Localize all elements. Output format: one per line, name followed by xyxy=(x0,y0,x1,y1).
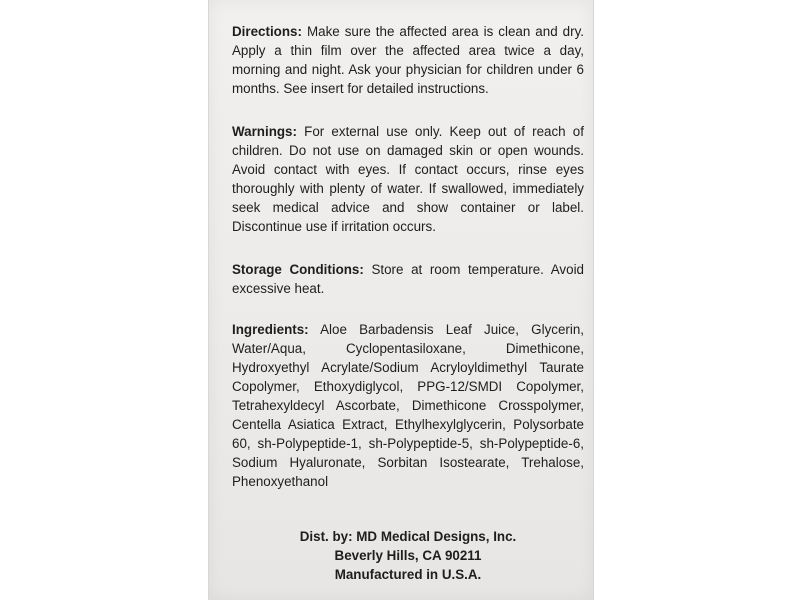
distributor-line-2: Beverly Hills, CA 90211 xyxy=(334,548,482,563)
label-text-block xyxy=(232,22,584,515)
directions-heading: Directions: xyxy=(232,24,302,39)
storage-section xyxy=(232,260,584,298)
distributor-block xyxy=(232,527,584,584)
directions-text: Make sure the affected area is clean and dry. Apply a thin film over the affected area twice a day, morning and night. Ask your physician for children under 6 months. See insert for detailed instructions. xyxy=(232,24,584,96)
warnings-heading: Warnings: xyxy=(232,124,297,139)
storage-text: Store at room temperature. Avoid excessive heat. xyxy=(232,262,584,296)
ingredients-heading: Ingredients: xyxy=(232,322,309,337)
storage-heading: Storage Conditions: xyxy=(232,262,364,277)
ingredients-section xyxy=(232,320,584,491)
directions-section xyxy=(232,22,584,98)
warnings-text: For external use only. Keep out of reach of children. Do not use on damaged skin or open wounds. Avoid contact with eyes. If contact occurs, rinse eyes thoroughly with plenty of water. If swallowed, immediately seek medical advice and show container or label. Discontinue use if irritation occurs. xyxy=(232,124,584,234)
warnings-section xyxy=(232,122,584,236)
ingredients-text: Aloe Barbadensis Leaf Juice, Glycerin, Water/Aqua, Cyclopentasiloxane, Dimethicone, Hydroxyethyl Acrylate/Sodium Acryloyldimethyl Taurate Copolymer, Ethoxydiglycol, PPG-12/SMDI Copolymer, Tetrahexyldecyl Ascorbate, Dimethicone Crosspolymer, Centella Asiatica Extract, Ethylhexylglycerin, Polysorbate 60, sh-Polypeptide-1, sh-Polypeptide-5, sh-Polypeptide-6, Sodium Hyaluronate, Sorbitan Isostearate, Trehalose, Phenoxyethanol xyxy=(232,322,585,489)
distributor-line-3: Manufactured in U.S.A. xyxy=(334,567,482,582)
distributor-line-1: Dist. by: MD Medical Designs, Inc. xyxy=(299,529,517,544)
